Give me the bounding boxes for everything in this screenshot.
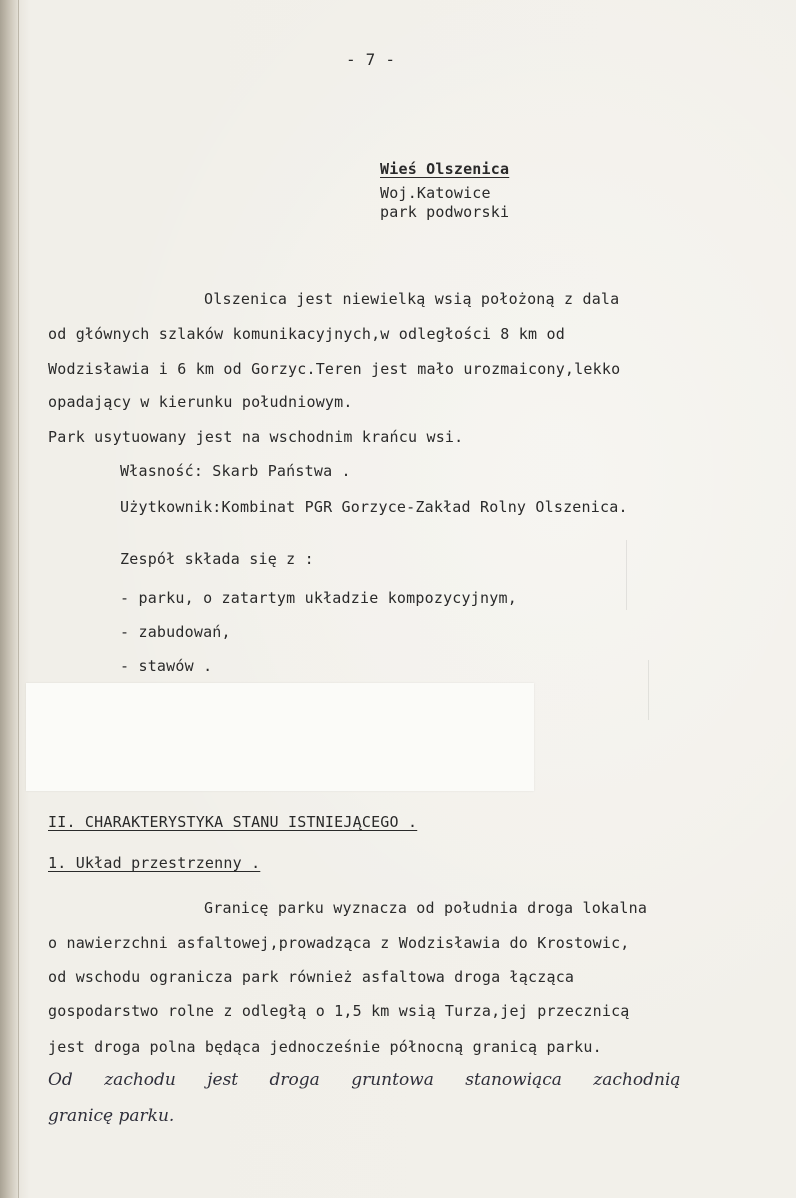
- document-title: Wieś Olszenica: [380, 160, 510, 178]
- composition-item: - zabudowań,: [120, 623, 231, 641]
- intro-line: od głównych szlaków komunikacyjnych,w odległości 8 km od: [48, 325, 565, 343]
- intro-line: opadający w kierunku południowym.: [48, 393, 353, 411]
- user-line: Użytkownik:Kombinat PGR Gorzyce-Zakład Rolny Olszenica.: [120, 498, 628, 516]
- body-line: gospodarstwo rolne z odległą o 1,5 km wsią Turza,jej przecznicą: [48, 1002, 630, 1020]
- pasted-blank-strip: [26, 683, 534, 791]
- ownership-line: Własność: Skarb Państwa .: [120, 462, 351, 480]
- body-line: jest droga polna będąca jednocześnie północną granicą parku.: [48, 1038, 602, 1056]
- page-number: - 7 -: [346, 50, 396, 69]
- body-line: od wschodu ogranicza park również asfaltowa droga łącząca: [48, 968, 575, 986]
- intro-line: Olszenica jest niewielką wsią położoną z dala: [204, 290, 620, 308]
- handwritten-line: Od zachodu jest droga gruntowa stanowiąca zachodnią: [48, 1070, 681, 1090]
- handwritten-line: granicę parku.: [48, 1106, 175, 1126]
- paper-crease: [648, 660, 649, 720]
- composition-heading: Zespół składa się z :: [120, 550, 314, 568]
- binding-edge: [0, 0, 19, 1198]
- intro-line: Park usytuowany jest na wschodnim krańcu wsi.: [48, 428, 464, 446]
- paper-crease: [626, 540, 627, 610]
- section-subtitle: 1. Układ przestrzenny .: [48, 854, 261, 872]
- section-title: II. CHARAKTERYSTYKA STANU ISTNIEJĄCEGO .: [48, 813, 418, 831]
- composition-item: - stawów .: [120, 657, 213, 675]
- composition-item: - parku, o zatartym układzie kompozycyjnym,: [120, 589, 517, 607]
- intro-line: Wodzisławia i 6 km od Gorzyc.Teren jest mało urozmaicony,lekko: [48, 360, 621, 378]
- voivodeship-label: Woj.Katowice: [380, 184, 491, 202]
- body-line: Granicę parku wyznacza od południa droga lokalna: [204, 899, 648, 917]
- body-line: o nawierzchni asfaltowej,prowadząca z Wodzisławia do Krostowic,: [48, 934, 630, 952]
- park-type-label: park podworski: [380, 203, 510, 221]
